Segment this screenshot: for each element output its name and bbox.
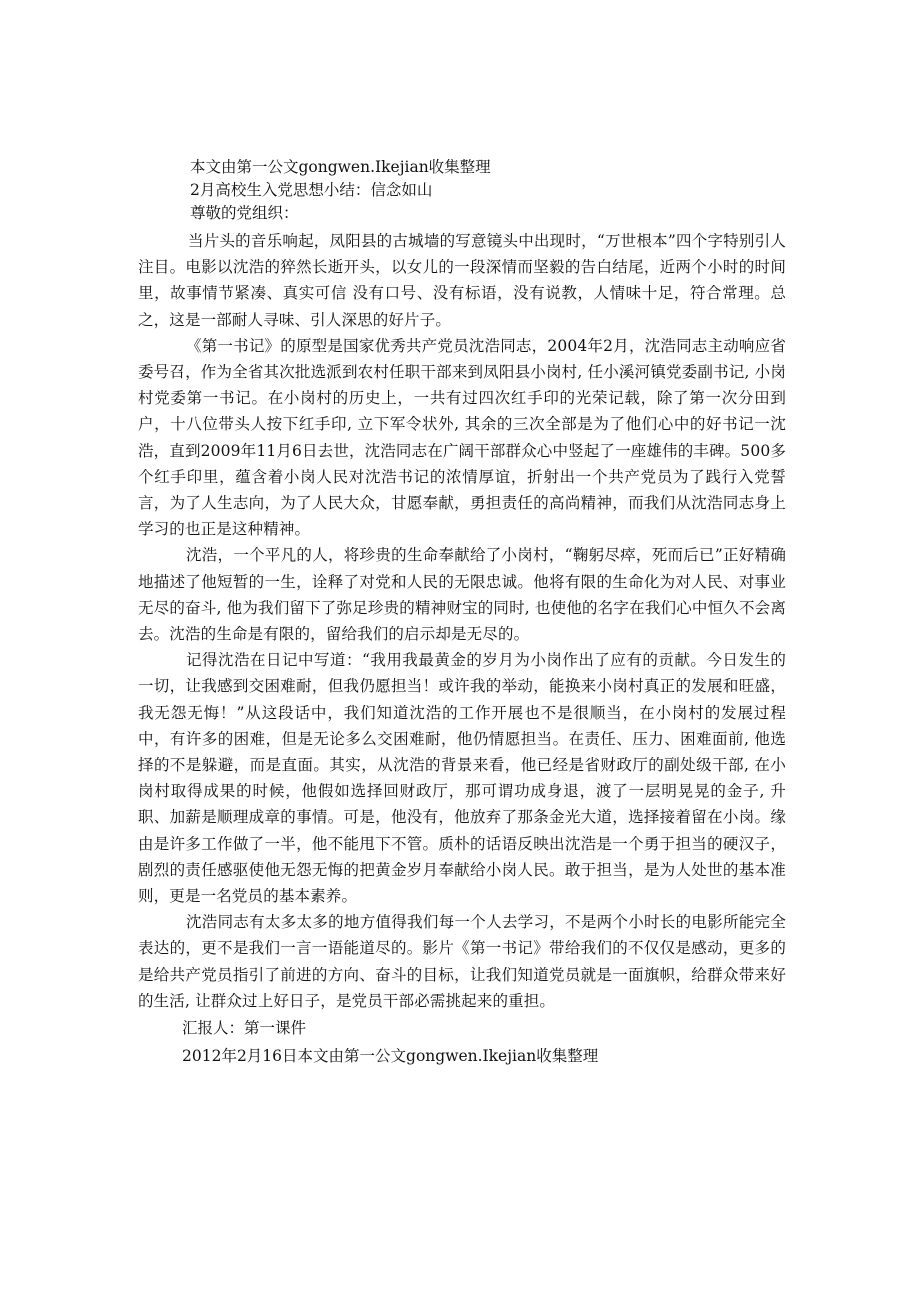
body-paragraph-2: 《第一书记》的原型是国家优秀共产党员沈浩同志，2004年2月，沈浩同志主动响应省委号召，作为全省其次批选派到农村任职干部来到凤阳县小岗村, 任小溪河镇党委副书记, 小岗村党委第一书记。在小岗村的历史上，一共有过四次红手印的光荣记载，除了第一次分田到户，十八位带头人按下红手印, 立下军令状外, 其余的三次全部是为了他们心中的好书记一沈浩，直到2009年11月6日去世，沈浩同志在广阔干部群众心中竖起了一座雄伟的丰碑。500多个红手印里，蕴含着小岗人民对沈浩书记的浓情厚谊，折射出一个共产党员为了践行入党誓言，为了人生志向，为了人民大众，甘愿奉献，勇担责任的高尚精神，而我们从沈浩同志身上学习的也正是这种精神。	[138, 336, 786, 539]
reporter-line: 汇报人：第一课件	[182, 1019, 307, 1038]
document-page	[138, 156, 786, 1070]
source-note: 本文由第一公文gongwen.Ikejian收集整理	[190, 158, 491, 176]
body-paragraph-3: 沈浩，一个平凡的人，将珍贵的生命奉献给了小岗村，“鞠躬尽瘁，死而后已”正好精确地描述了他短暂的一生，诠释了对党和人民的无限忠诚。他将有限的生命化为对人民、对事业无尽的奋斗, 他为我们留下了弥足珍贵的精神财宝的同时, 也使他的名字在我们心中恒久不会离去。沈浩的生命是有限的，留给我们的启示却是无尽的。	[138, 546, 786, 644]
footer-line: 2012年2月16日本文由第一公文gongwen.Ikejian收集整理	[182, 1047, 599, 1066]
body-paragraph-1: 当片头的音乐响起，凤阳县的古城墙的写意镜头中出现时，“万世根本”四个字特别引人注目。电影以沈浩的猝然长逝开头，以女儿的一段深情而坚毅的告白结尾，近两个小时的时间里，故事情节紧凑、真实可信 没有口号、没有标语，没有说教，人情味十足，符合常理。总之，这是一部耐人寻味、引人深思的好片子。	[138, 232, 786, 329]
salutation: 尊敬的党组织：	[190, 204, 299, 222]
body-paragraph-4: 记得沈浩在日记中写道：“我用我最黄金的岁月为小岗作出了应有的贡献。今日发生的一切，让我感到交困难耐，但我仍愿担当！或许我的举动，能换来小岗村真正的发展和旺盛，我无怨无悔！”从这段话中，我们知道沈浩的工作开展也不是很顺当，在小岗村的发展过程中，有许多的困难，但是无论多么交困难耐，他仍情愿担当。在责任、压力、困难面前, 他选择的不是躲避，而是直面。其实，从沈浩的背景来看，他已经是省财政厅的副处级干部, 在小岗村取得成果的时候，他假如选择回财政厅，那可谓功成身退，渡了一层明晃晃的金子, 升职、加薪是顺理成章的事情。可是，他没有，他放弃了那条金光大道，选择接着留在小岗。缘由是许多工作做了一半，他不能甩下不管。质朴的话语反映出沈浩是一个勇于担当的硬汉子，剧烈的责任感驱使他无怨无悔的把黄金岁月奉献给小岗人民。敢于担当，是为人处世的基本准则，更是一名党员的基本素养。	[138, 651, 786, 906]
body-paragraph-5: 沈浩同志有太多太多的地方值得我们每一个人去学习，不是两个小时长的电影所能完全表达的，更不是我们一言一语能道尽的。影片《第一书记》带给我们的不仅仅是感动，更多的是给共产党员指引了前进的方向、奋斗的目标，让我们知道党员就是一面旗帜，给群众带来好的生活, 让群众过上好日子，是党员干部必需挑起来的重担。	[138, 913, 786, 1010]
document-title: 2月高校生入党思想小结：信念如山	[190, 181, 433, 199]
